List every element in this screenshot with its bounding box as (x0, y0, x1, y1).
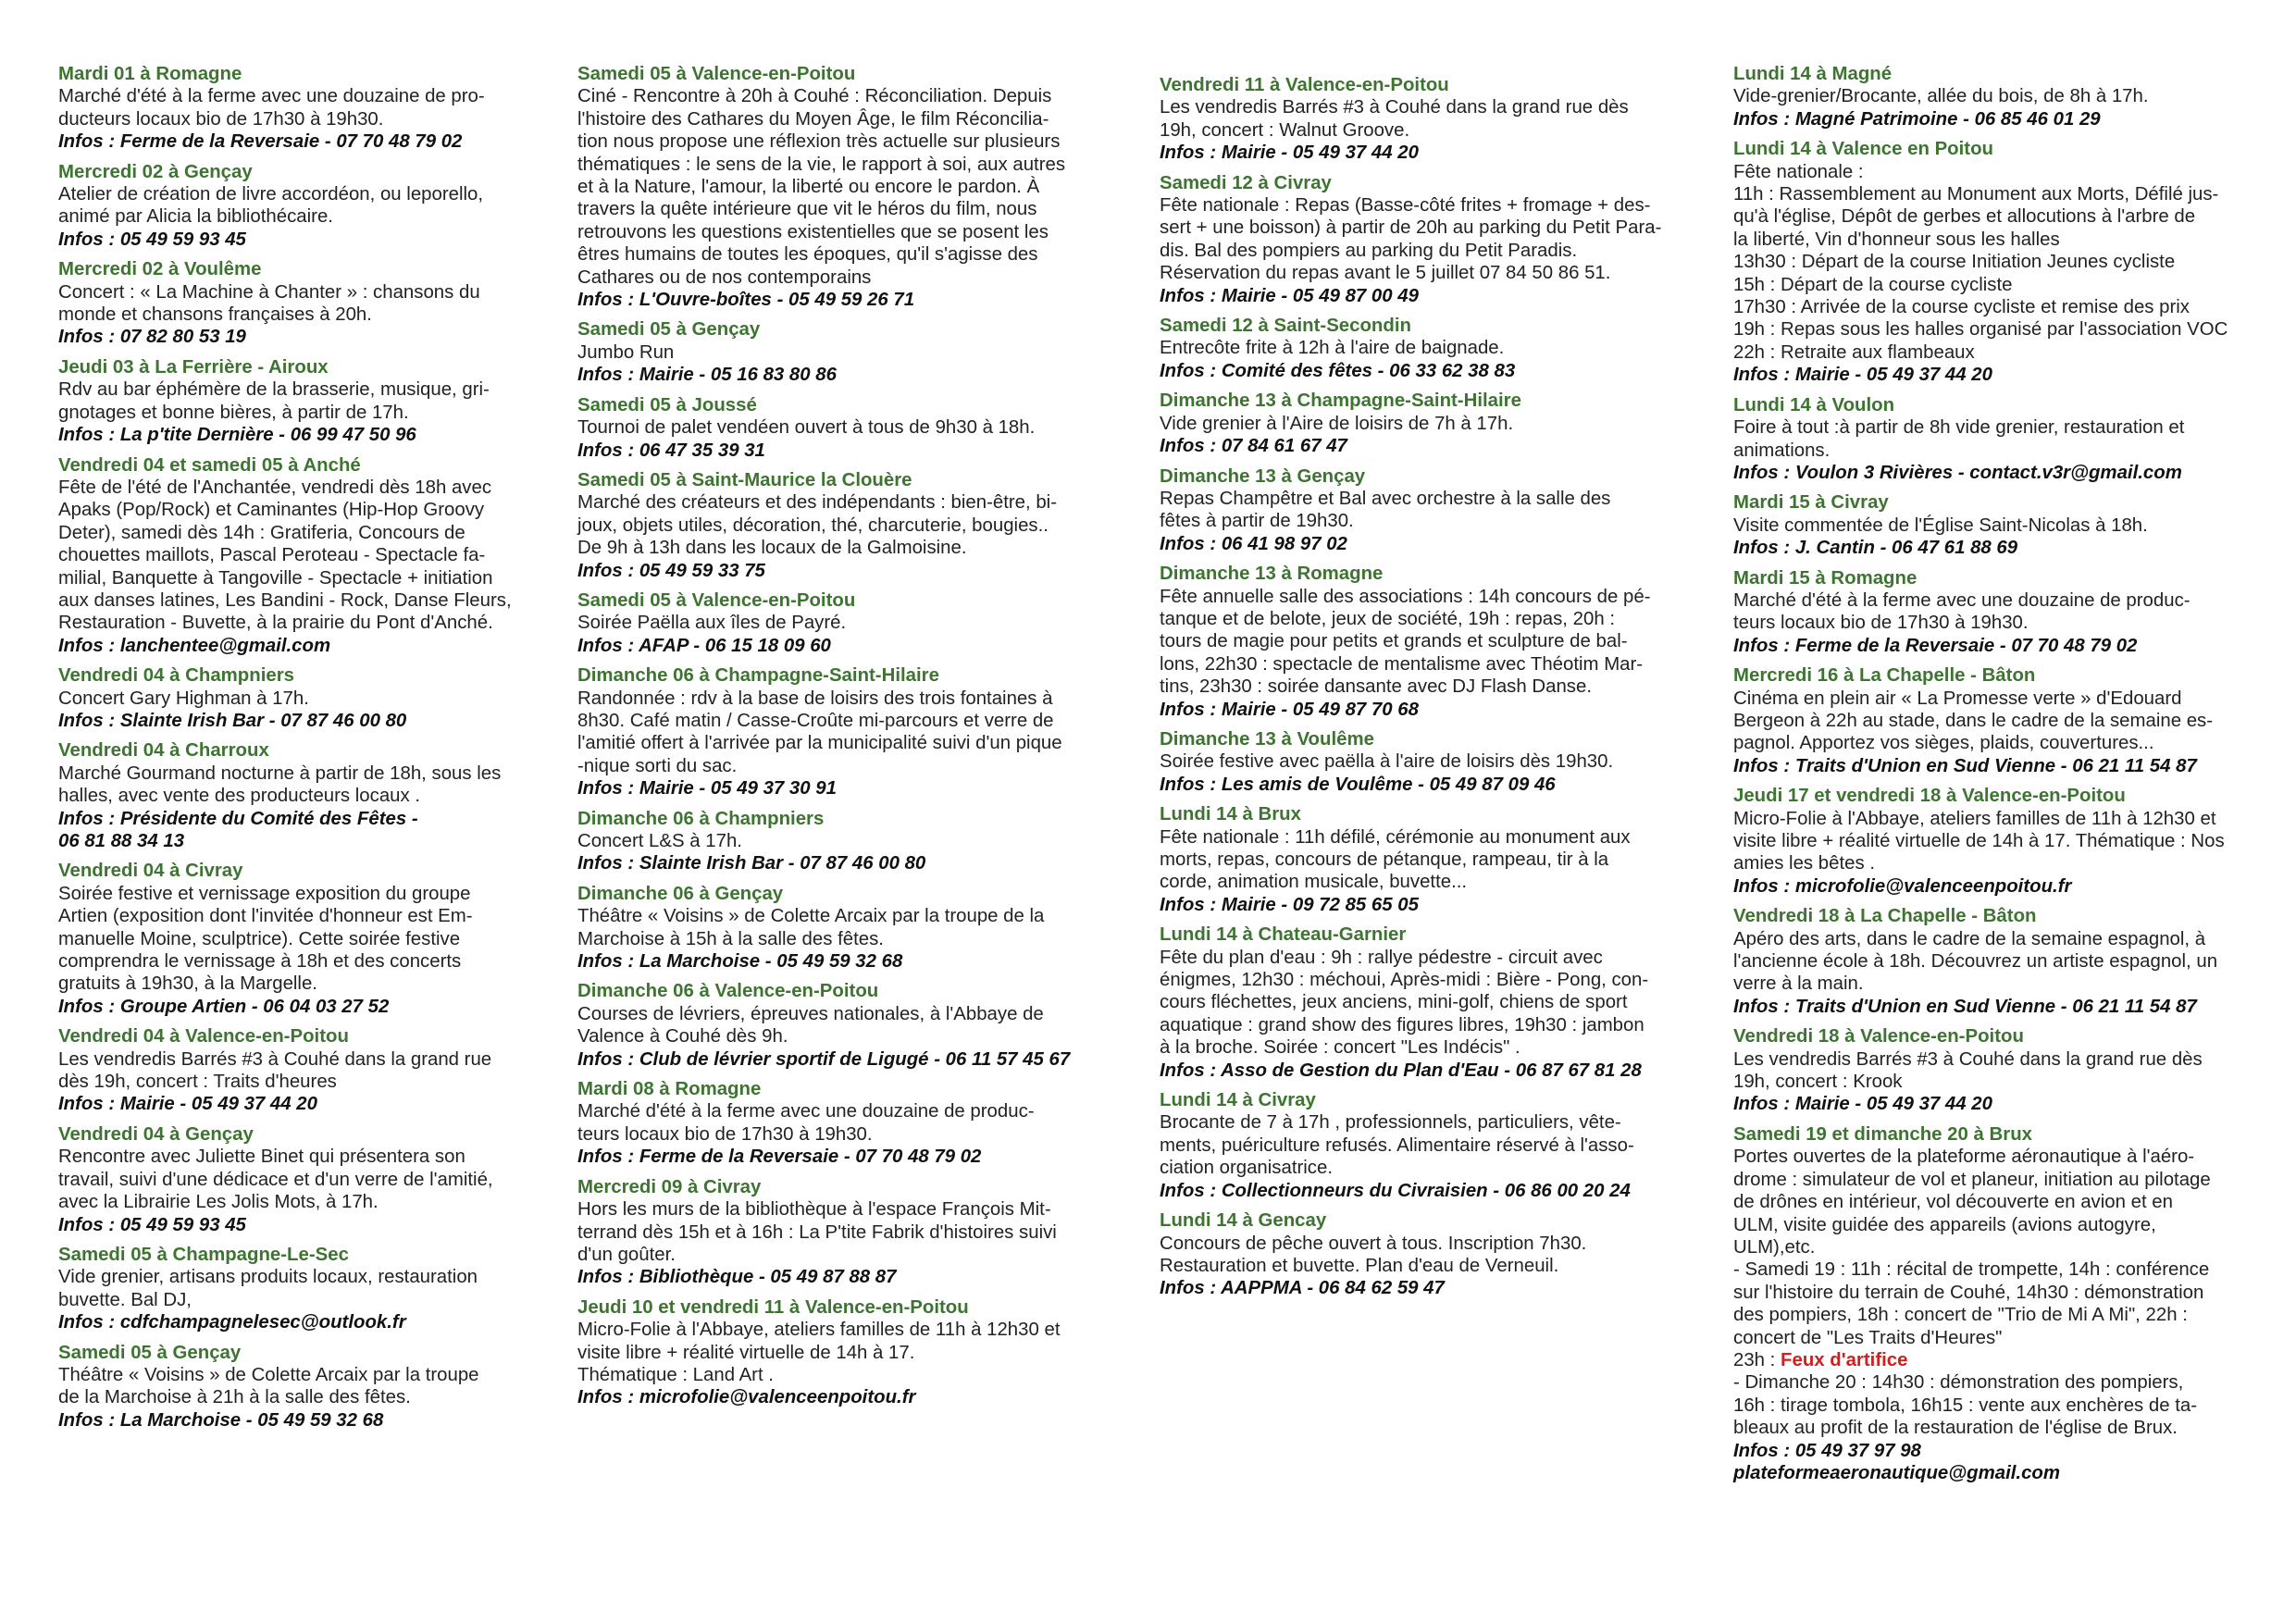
event-description-line: 11h : Rassemblement au Monument aux Morts, Défilé jus- (1733, 184, 2219, 205)
event-description-line: Concert L&S à 17h. (577, 831, 742, 851)
event-contact-info: Infos : La Marchoise - 05 49 59 32 68 (58, 1409, 384, 1431)
event-title: Dimanche 13 à Gençay (1160, 465, 1366, 487)
event-description-line: Fête nationale : 11h défilé, cérémonie au monument aux (1160, 826, 1631, 848)
event-description-line: tanque et de belote, jeux de société, 19h : repas, 20h : (1160, 608, 1615, 629)
event-contact-info: Infos : Mairie - 05 49 87 70 68 (1160, 699, 1419, 720)
event-contact-info: Infos : Ferme de la Reversaie - 07 70 48 79 02 (577, 1147, 982, 1168)
event-title: Samedi 05 à Champagne-Le-Sec (58, 1244, 349, 1265)
agenda-column-3 (1160, 74, 1678, 1308)
event-contact-info: Infos : Présidente du Comité des Fêtes - (58, 808, 418, 829)
event-description-line: Fête annuelle salle des associations : 14h concours de pé- (1160, 586, 1651, 607)
event-title: Vendredi 04 à Champniers (58, 665, 294, 687)
event-description-line: ciation organisatrice. (1160, 1158, 1334, 1179)
event-contact-info: Infos : 05 49 59 33 75 (577, 560, 765, 581)
event-description-line: ULM),etc. (1733, 1236, 1816, 1258)
event-entry (1733, 1025, 2252, 1116)
event-description-line: à la broche. Soirée : concert "Les Indécis" . (1160, 1037, 1520, 1059)
event-description-line: Artien (exposition dont l'invitée d'honneur est Em- (58, 906, 473, 927)
event-description-line: visite libre + réalité virtuelle de 14h à 17. (577, 1342, 915, 1363)
event-description-line: Repas Champêtre et Bal avec orchestre à la salle des (1160, 488, 1611, 509)
event-description-line: morts, repas, concours de pétanque, rampeau, tir à la (1160, 849, 1609, 870)
agenda-column-4 (1733, 63, 2252, 1492)
event-description-line: cours fléchettes, jeux anciens, mini-golf, chiens de sport (1160, 992, 1628, 1013)
event-description-line: Restauration et buvette. Plan d'eau de Verneuil. (1160, 1255, 1559, 1276)
agenda-column-1 (58, 63, 577, 1439)
event-title: Samedi 05 à Valence-en-Poitou (577, 589, 856, 611)
event-title: Samedi 05 à Gençay (58, 1342, 242, 1363)
event-description-line: tours de magie pour petits et grands et sculpture de bal- (1160, 631, 1628, 652)
event-description-line: gratuits à 19h30, à la Margelle. (58, 973, 317, 995)
event-description-line: êtres humains de toutes les époques, qu'il s'agisse des (577, 244, 1038, 266)
event-description-line: 16h : tirage tombola, 16h15 : vente aux enchères de ta- (1733, 1395, 2198, 1416)
event-contact-info: Infos : Asso de Gestion du Plan d'Eau - 06 87 67 81 28 (1160, 1060, 1642, 1081)
event-description-line: dis. Bal des pompiers au parking du Petit Paradis. (1160, 240, 1578, 261)
event-description-line: la liberté, Vin d'honneur sous les halles (1733, 229, 2060, 250)
event-title: Vendredi 04 à Civray (58, 861, 243, 882)
event-title: Dimanche 06 à Gençay (577, 883, 784, 904)
event-description-line: sert + une boisson) à partir de 20h au parking du Petit Para- (1160, 217, 1662, 239)
event-description-line: drome : simulateur de vol et planeur, initiation au pilotage (1733, 1169, 2211, 1190)
event-description-line: ULM, visite guidée des appareils (avions autogyre, (1733, 1214, 2156, 1235)
event-description-line: d'un goûter. (577, 1244, 676, 1265)
event-contact-info: Infos : Les amis de Voulême - 05 49 87 09 46 (1160, 774, 1556, 795)
event-entry (1733, 491, 2252, 559)
event-description-line: concert de "Les Traits d'Heures" (1733, 1327, 2003, 1348)
event-description-line: 19h, concert : Krook (1733, 1072, 1903, 1093)
event-title: Samedi 12 à Civray (1160, 172, 1332, 193)
event-description-line: Visite commentée de l'Église Saint-Nicolas à 18h. (1733, 514, 2148, 536)
event-contact-info: Infos : Bibliothèque - 05 49 87 88 87 (577, 1267, 897, 1288)
event-entry (1160, 1209, 1678, 1300)
event-title: Lundi 14 à Voulon (1733, 394, 1895, 415)
event-description-line: corde, animation musicale, buvette... (1160, 872, 1468, 893)
event-description-line: Apaks (Pop/Rock) et Caminantes (Hip-Hop Groovy (58, 500, 485, 521)
event-contact-info: Infos : 05 49 59 93 45 (58, 229, 246, 250)
event-description-line: 17h30 : Arrivée de la course cycliste et remise des prix (1733, 297, 2190, 318)
event-description-line: fêtes à partir de 19h30. (1160, 511, 1354, 532)
event-contact-info: Infos : Traits d'Union en Sud Vienne - 06 21 11 54 87 (1733, 755, 2197, 776)
event-description-line: comprendra le vernissage à 18h et des concerts (58, 951, 462, 973)
event-entry (58, 1342, 577, 1432)
event-description-line: teurs locaux bio de 17h30 à 19h30. (577, 1123, 873, 1145)
event-description-line: Théâtre « Voisins » de Colette Arcaix par la troupe de la (577, 906, 1045, 927)
event-title: Dimanche 13 à Voulême (1160, 728, 1374, 750)
event-description-line: bleaux au profit de la restauration de l'église de Brux. (1733, 1418, 2178, 1439)
event-description-line: Concours de pêche ouvert à tous. Inscription 7h30. (1160, 1233, 1587, 1254)
event-entry (1160, 465, 1678, 556)
event-title: Mercredi 02 à Voulême (58, 259, 262, 280)
event-description-line: Soirée festive et vernissage exposition du groupe (58, 883, 471, 904)
event-entry (577, 1176, 1096, 1289)
event-description-line: travail, suivi d'une dédicace et d'un verre de l'amitié, (58, 1169, 493, 1190)
event-title: Dimanche 06 à Valence-en-Poitou (577, 981, 879, 1002)
event-description-line: Les vendredis Barrés #3 à Couhé dans la grand rue dès (1733, 1048, 2203, 1070)
event-entry (1160, 315, 1678, 382)
event-description-line: Fête nationale : Repas (Basse-côté frites + fromage + des- (1160, 195, 1651, 217)
event-description-line: animé par Alicia la bibliothécaire. (58, 206, 333, 228)
event-description-line: Brocante de 7 à 17h , professionnels, particuliers, vête- (1160, 1112, 1621, 1134)
event-entry (1160, 728, 1678, 796)
event-entry (58, 63, 577, 154)
event-description-line: sur l'histoire du terrain de Couhé, 14h30 : démonstration (1733, 1282, 2204, 1303)
event-description-line: 8h30. Café matin / Casse-Croûte mi-parcours et verre de (577, 710, 1054, 731)
event-entry (58, 356, 577, 447)
event-description-line: Cinéma en plein air « La Promesse verte » d'Edouard (1733, 688, 2182, 709)
event-entry (1160, 563, 1678, 721)
event-title: Vendredi 11 à Valence-en-Poitou (1160, 75, 1449, 95)
event-title: Mardi 08 à Romagne (577, 1079, 762, 1100)
event-description-line: ducteurs locaux bio de 17h30 à 19h30. (58, 108, 384, 130)
event-title: Mardi 01 à Romagne (58, 64, 242, 84)
event-contact-info: Infos : Mairie - 05 49 87 00 49 (1160, 285, 1419, 306)
event-description-line: Vide-grenier/Brocante, allée du bois, de 8h à 17h. (1733, 86, 2149, 107)
event-description-line: verre à la main. (1733, 973, 1864, 995)
event-contact-info: Infos : cdfchampagnelesec@outlook.fr (58, 1312, 406, 1333)
event-description-line: des pompiers, 18h : concert de "Trio de Mi A Mi", 22h : (1733, 1305, 2188, 1326)
event-contact-info: Infos : Mairie - 05 49 37 30 91 (577, 778, 837, 800)
event-contact-info: Infos : Slainte Irish Bar - 07 87 46 00 80 (58, 710, 407, 731)
highlight-prefix: 23h : (1733, 1349, 1781, 1370)
event-contact-info: Infos : 05 49 59 93 45 (58, 1214, 246, 1235)
event-description-line: chouettes maillots, Pascal Peroteau - Spectacle fa- (58, 545, 486, 566)
event-description-line: tion nous propose une réflexion très actuelle sur plusieurs (577, 131, 1061, 153)
event-description-line: Hors les murs de la bibliothèque à l'espace François Mit- (577, 1199, 1051, 1221)
event-title: Vendredi 18 à La Chapelle - Bâton (1733, 906, 2037, 927)
event-entry (1733, 394, 2252, 485)
event-title: Vendredi 04 à Charroux (58, 740, 269, 762)
event-entry (58, 1025, 577, 1116)
event-description-line: Vide grenier, artisans produits locaux, restauration (58, 1267, 478, 1288)
event-description-line: retrouvons les questions existentielles que se posent les (577, 221, 1049, 242)
event-contact-info: Infos : Ferme de la Reversaie - 07 70 48 79 02 (58, 131, 463, 153)
event-description-line: terrand dès 15h et à 16h : La P'tite Fabrik d'histoires suivi (577, 1221, 1057, 1243)
event-description-line: avec la Librairie Les Jolis Mots, à 17h. (58, 1192, 379, 1213)
event-contact-info: Infos : 06 41 98 97 02 (1160, 533, 1347, 554)
event-description-line: Thématique : Land Art . (577, 1364, 774, 1385)
event-contact-info: Infos : 05 49 37 97 98 (1733, 1440, 1921, 1461)
event-title: Dimanche 13 à Romagne (1160, 564, 1384, 585)
event-description-line: Portes ouvertes de la plateforme aéronautique à l'aéro- (1733, 1147, 2195, 1168)
event-description-line: Cathares ou de nos contemporains (577, 267, 872, 288)
event-contact-info: Infos : 07 82 80 53 19 (58, 327, 246, 348)
event-description-line: Randonnée : rdv à la base de loisirs des trois fontaines à (577, 688, 1053, 709)
event-title: Samedi 05 à Valence-en-Poitou (577, 64, 856, 84)
event-entry (577, 1078, 1096, 1169)
event-contact-info: Infos : J. Cantin - 06 47 61 88 69 (1733, 538, 2018, 559)
event-entry (577, 883, 1096, 973)
event-title: Vendredi 18 à Valence-en-Poitou (1733, 1026, 2024, 1048)
event-description-line: Rencontre avec Juliette Binet qui présentera son (58, 1147, 465, 1168)
event-description-line: Marché des créateurs et des indépendants : bien-être, bi- (577, 492, 1057, 514)
event-title: Lundi 14 à Gencay (1160, 1210, 1327, 1232)
event-entry (58, 258, 577, 349)
event-description-line: halles, avec vente des producteurs locaux . (58, 786, 421, 807)
event-contact-info: Infos : Ferme de la Reversaie - 07 70 48 79 02 (1733, 635, 2138, 656)
event-contact-info: Infos : Traits d'Union en Sud Vienne - 06 21 11 54 87 (1733, 996, 2197, 1017)
event-description-line: De 9h à 13h dans les locaux de la Galmoisine. (577, 538, 967, 559)
event-entry (58, 454, 577, 658)
event-description-line: Foire à tout :à partir de 8h vide grenier, restauration et (1733, 417, 2185, 439)
event-description-line: Marché d'été à la ferme avec une douzaine de pro- (58, 86, 485, 107)
event-description-line: amies les bêtes . (1733, 853, 1875, 874)
event-description-line: aquatique : grand show des figures libres, 19h30 : jambon (1160, 1014, 1644, 1035)
event-entry (1160, 390, 1678, 457)
event-description-line: Restauration - Buvette, à la prairie du Pont d'Anché. (58, 613, 493, 634)
event-entry (1733, 63, 2252, 130)
event-description-line: animations. (1733, 440, 1831, 461)
event-description-line: l'ancienne école à 18h. Découvrez un artiste espagnol, un (1733, 951, 2218, 973)
event-description-line: l'amitié offert à l'arrivée par la municipalité suivi d'un pique (577, 733, 1062, 754)
event-description-line: Réservation du repas avant le 5 juillet 07 84 50 86 51. (1160, 263, 1611, 284)
event-contact-info: Infos : lanchentee@gmail.com (58, 635, 331, 656)
event-contact-info: Infos : Slainte Irish Bar - 07 87 46 00 80 (577, 853, 926, 874)
event-description-line: Tournoi de palet vendéen ouvert à tous de 9h30 à 18h. (577, 417, 1036, 439)
event-description-line: teurs locaux bio de 17h30 à 19h30. (1733, 613, 2029, 634)
event-title: Dimanche 06 à Champniers (577, 808, 825, 829)
event-description-line: de drônes en intérieur, vol découverte en avion et en (1733, 1192, 2173, 1213)
event-entry (1733, 567, 2252, 658)
event-description-line: Jumbo Run (577, 341, 675, 363)
event-title: Vendredi 04 à Valence-en-Poitou (58, 1026, 349, 1048)
event-description-line: 19h, concert : Walnut Groove. (1160, 119, 1410, 141)
event-description-line: manuelle Moine, sculptrice). Cette soirée festive (58, 928, 461, 949)
event-contact-info: Infos : Mairie - 05 49 37 44 20 (1733, 1094, 1992, 1115)
event-entry (577, 589, 1096, 657)
event-title: Lundi 14 à Valence en Poitou (1733, 139, 1994, 160)
event-description-line: gnotages et bonne bières, à partir de 17h. (58, 402, 409, 423)
event-title: Mercredi 16 à La Chapelle - Bâton (1733, 665, 2036, 687)
event-entry (577, 1296, 1096, 1409)
event-entry (1733, 905, 2252, 1018)
event-description-line: visite libre + réalité virtuelle de 14h à 17. Thématique : Nos (1733, 831, 2225, 851)
event-entry (1160, 1089, 1678, 1202)
event-contact-info: Infos : Mairie - 05 49 37 44 20 (1733, 365, 1992, 386)
event-title: Jeudi 17 et vendredi 18 à Valence-en-Poitou (1733, 786, 2126, 807)
event-description-line: dès 19h, concert : Traits d'heures (58, 1072, 337, 1093)
event-contact-info: Infos : Magné Patrimoine - 06 85 46 01 29 (1733, 108, 2101, 130)
event-contact-info: Infos : AFAP - 06 15 18 09 60 (577, 635, 831, 656)
event-entry (577, 980, 1096, 1071)
event-description-line: 15h : Départ de la course cycliste (1733, 274, 2013, 295)
event-description-line: Soirée festive avec paëlla à l'aire de loisirs dès 19h30. (1160, 751, 1614, 773)
event-entry (58, 739, 577, 852)
event-title: Mercredi 09 à Civray (577, 1176, 762, 1197)
event-entry (1733, 1123, 2252, 1485)
event-description-line: de la Marchoise à 21h à la salle des fêtes. (58, 1387, 411, 1408)
event-title: Mardi 15 à Romagne (1733, 567, 1917, 589)
event-description-line: Micro-Folie à l'Abbaye, ateliers familles de 11h à 12h30 et (577, 1320, 1061, 1341)
event-title: Samedi 05 à Saint-Maurice la Clouère (577, 469, 912, 490)
event-description-line: Les vendredis Barrés #3 à Couhé dans la grand rue dès (1160, 97, 1629, 118)
event-description-line: Entrecôte frite à 12h à l'aire de baignade. (1160, 338, 1505, 359)
event-title: Jeudi 03 à La Ferrière - Airoux (58, 356, 329, 378)
event-description-line: lons, 22h30 : spectacle de mentalisme avec Théotim Mar- (1160, 653, 1644, 675)
event-entry (1733, 664, 2252, 777)
event-description-line: ments, puériculture refusés. Alimentaire réservé à l'asso- (1160, 1134, 1634, 1156)
event-title: Samedi 05 à Joussé (577, 394, 757, 415)
event-description-line: Valence à Couhé dès 9h. (577, 1026, 788, 1048)
event-entry (577, 394, 1096, 462)
event-title: Vendredi 04 à Gençay (58, 1123, 254, 1145)
event-entry (1733, 785, 2252, 898)
event-contact-info: Infos : microfolie@valenceenpoitou.fr (1733, 875, 2072, 897)
event-description-line: 22h : Retraite aux flambeaux (1733, 341, 1975, 363)
event-description-line: aux danses latines, Les Bandini - Rock, Danse Fleurs, (58, 589, 512, 611)
event-description-line: travers la quête intérieure que vit le héros du film, nous (577, 199, 1037, 220)
event-contact-info: 06 81 88 34 13 (58, 831, 185, 851)
event-contact-info: Infos : microfolie@valenceenpoitou.fr (577, 1387, 916, 1408)
fireworks-highlight: Feux d'artifice (1781, 1349, 1908, 1370)
event-description-line (1733, 1349, 2252, 1371)
event-title: Lundi 14 à Chateau-Garnier (1160, 924, 1407, 946)
event-entry (58, 664, 577, 732)
event-contact-info: Infos : Mairie - 05 49 37 44 20 (58, 1094, 317, 1115)
event-description-line: - Dimanche 20 : 14h30 : démonstration des pompiers, (1733, 1372, 2184, 1394)
event-description-line: Théâtre « Voisins » de Colette Arcaix par la troupe (58, 1364, 479, 1385)
event-contact-info: Infos : Comité des fêtes - 06 33 62 38 83 (1160, 360, 1516, 381)
event-contact-info: Infos : Voulon 3 Rivières - contact.v3r@gmail.com (1733, 462, 2182, 483)
event-title: Jeudi 10 et vendredi 11 à Valence-en-Poitou (577, 1296, 969, 1318)
event-description-line: Ciné - Rencontre à 20h à Couhé : Réconciliation. Depuis (577, 86, 1052, 107)
event-contact-info: Infos : La Marchoise - 05 49 59 32 68 (577, 951, 903, 973)
event-title: Lundi 14 à Civray (1160, 1090, 1316, 1111)
event-entry (58, 1244, 577, 1334)
event-title: Samedi 05 à Gençay (577, 319, 761, 341)
event-contact-info: Infos : AAPPMA - 06 84 62 59 47 (1160, 1278, 1445, 1299)
event-contact-info: Infos : Mairie - 09 72 85 65 05 (1160, 894, 1419, 915)
event-description-line: milial, Banquette à Tangoville - Spectacle + initiation (58, 567, 493, 589)
event-entry (1160, 74, 1678, 165)
event-entry (577, 318, 1096, 386)
event-title: Dimanche 13 à Champagne-Saint-Hilaire (1160, 391, 1521, 412)
event-contact-info: Infos : 06 47 35 39 31 (577, 440, 765, 461)
event-title: Mercredi 02 à Gençay (58, 161, 253, 182)
event-title: Lundi 14 à Magné (1733, 64, 1893, 84)
event-title: Vendredi 04 et samedi 05 à Anché (58, 454, 361, 476)
agenda-column-2 (577, 63, 1096, 1417)
event-entry (1160, 803, 1678, 916)
event-entry (577, 469, 1096, 582)
event-entry (1160, 924, 1678, 1082)
event-entry (577, 808, 1096, 875)
event-description-line: Concert Gary Highman à 17h. (58, 688, 309, 709)
event-entry (58, 1123, 577, 1236)
event-title: Lundi 14 à Brux (1160, 804, 1301, 825)
event-description-line: monde et chansons françaises à 20h. (58, 304, 372, 326)
event-description-line: Fête du plan d'eau : 9h : rallye pédestre - circuit avec (1160, 947, 1603, 968)
event-description-line: - Samedi 19 : 11h : récital de trompette, 14h : conférence (1733, 1259, 2210, 1281)
event-description-line: buvette. Bal DJ, (58, 1289, 192, 1310)
event-entry (577, 63, 1096, 311)
event-contact-info: Infos : Club de lévrier sportif de Ligugé - 06 11 57 45 67 (577, 1048, 1071, 1070)
event-description-line: Deter), samedi dès 14h : Gratiferia, Concours de (58, 522, 465, 543)
event-contact-info: Infos : L'Ouvre-boîtes - 05 49 59 26 71 (577, 290, 915, 311)
event-description-line: Fête nationale : (1733, 161, 1864, 182)
event-description-line: thématiques : le sens de la vie, le rapport à soi, aux autres (577, 154, 1066, 175)
event-description-line: énigmes, 12h30 : méchoui, Après-midi : Bière - Pong, con- (1160, 970, 1649, 991)
event-entry (1160, 172, 1678, 307)
event-description-line: Marchoise à 15h à la salle des fêtes. (577, 928, 884, 949)
event-description-line: pagnol. Apportez vos sièges, plaids, couvertures... (1733, 733, 2154, 754)
event-description-line: Marché Gourmand nocturne à partir de 18h, sous les (58, 762, 502, 784)
event-description-line: -nique sorti du sac. (577, 755, 738, 776)
event-description-line: Atelier de création de livre accordéon, ou leporello, (58, 184, 484, 205)
event-description-line: Concert : « La Machine à Chanter » : chansons du (58, 281, 480, 303)
event-title: Dimanche 06 à Champagne-Saint-Hilaire (577, 665, 939, 687)
event-description-line: Courses de lévriers, épreuves nationales, à l'Abbaye de (577, 1003, 1044, 1024)
event-entry (58, 161, 577, 252)
event-contact-info: Infos : Groupe Artien - 06 04 03 27 52 (58, 996, 390, 1017)
event-contact-info: Infos : Mairie - 05 16 83 80 86 (577, 365, 837, 386)
event-description-line: l'histoire des Cathares du Moyen Âge, le film Réconcilia- (577, 108, 1049, 130)
event-contact-info: Infos : La p'tite Dernière - 06 99 47 50 96 (58, 425, 416, 446)
event-description-line: Bergeon à 22h au stade, dans le cadre de la semaine es- (1733, 710, 2214, 731)
event-description-line: Rdv au bar éphémère de la brasserie, musique, gri- (58, 379, 490, 401)
event-description-line: 19h : Repas sous les halles organisé par l'association VOC (1733, 319, 2228, 341)
event-contact-info: plateformeaeronautique@gmail.com (1733, 1462, 2061, 1483)
event-title: Samedi 19 et dimanche 20 à Brux (1733, 1123, 2032, 1145)
event-description-line: Marché d'été à la ferme avec une douzaine de produc- (577, 1101, 1035, 1122)
event-description-line: joux, objets utiles, décoration, thé, charcuterie, bougies.. (577, 514, 1049, 536)
event-description-line: 13h30 : Départ de la course Initiation Jeunes cycliste (1733, 252, 2176, 273)
event-description-line: Soirée Paëlla aux îles de Payré. (577, 613, 847, 634)
event-contact-info: Infos : Collectionneurs du Civraisien - 06 86 00 20 24 (1160, 1180, 1631, 1201)
event-entry (577, 664, 1096, 800)
event-title: Mardi 15 à Civray (1733, 492, 1889, 514)
event-contact-info: Infos : 07 84 61 67 47 (1160, 436, 1347, 457)
event-entry (58, 860, 577, 1018)
event-entry (1733, 138, 2252, 386)
event-description-line: Fête de l'été de l'Anchantée, vendredi dès 18h avec (58, 477, 492, 498)
event-description-line: Apéro des arts, dans le cadre de la semaine espagnol, à (1733, 928, 2206, 949)
event-description-line: Les vendredis Barrés #3 à Couhé dans la grand rue (58, 1048, 492, 1070)
event-description-line: tins, 23h30 : soirée dansante avec DJ Flash Danse. (1160, 676, 1592, 698)
event-contact-info: Infos : Mairie - 05 49 37 44 20 (1160, 143, 1419, 164)
event-description-line: qu'à l'église, Dépôt de gerbes et allocutions à l'arbre de (1733, 206, 2196, 228)
event-title: Samedi 12 à Saint-Secondin (1160, 316, 1411, 337)
event-description-line: Vide grenier à l'Aire de loisirs de 7h à 17h. (1160, 413, 1514, 434)
event-description-line: Micro-Folie à l'Abbaye, ateliers familles de 11h à 12h30 et (1733, 808, 2216, 829)
event-description-line: et à la Nature, l'amour, la liberté ou encore le pardon. À (577, 177, 1040, 198)
event-description-line: Marché d'été à la ferme avec une douzaine de produc- (1733, 589, 2191, 611)
